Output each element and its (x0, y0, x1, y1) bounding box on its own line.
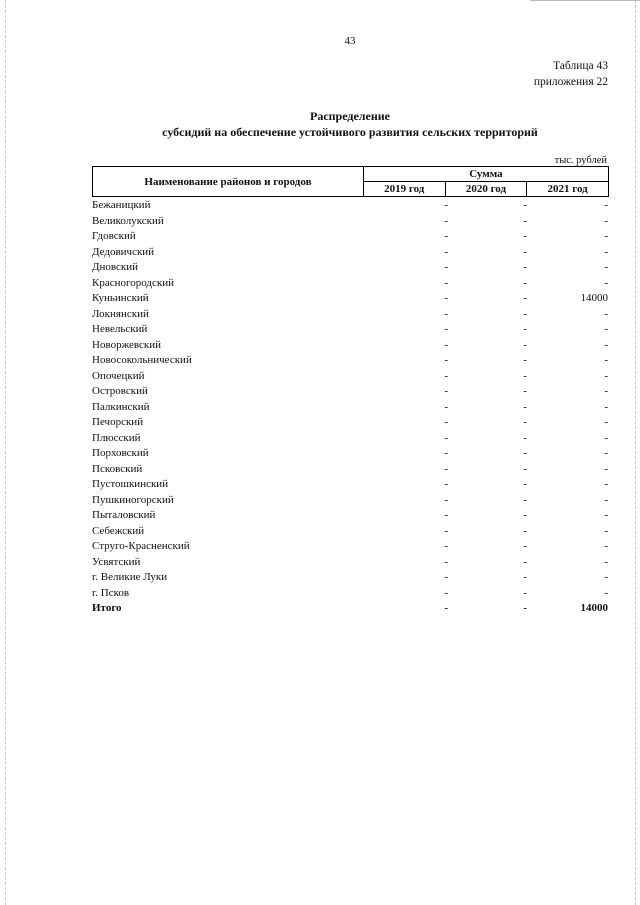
row-name: Струго-Красненский (92, 540, 190, 552)
row-name: Гдовский (92, 230, 136, 242)
value-2021: - (604, 447, 608, 459)
table-row (92, 539, 609, 555)
value-2019: - (444, 400, 448, 413)
total-row (92, 601, 609, 617)
caption-line-2: приложения 22 (533, 76, 608, 88)
header-year-2020: 2020 год (445, 182, 527, 197)
value-2020: - (523, 323, 527, 335)
value-2021: - (604, 385, 608, 397)
row-name: Себежский (92, 524, 145, 537)
table-row (92, 322, 609, 338)
value-2020: - (523, 307, 527, 320)
value-2019: - (444, 478, 448, 490)
row-name: Печорский (92, 416, 144, 428)
value-2019: - (444, 338, 448, 351)
value-2019: - (444, 602, 448, 614)
table-caption (534, 58, 608, 90)
value-2020: - (523, 261, 527, 273)
value-2021: - (604, 369, 608, 382)
row-name: Плюсский (92, 431, 141, 444)
value-2019: - (444, 369, 448, 382)
value-2019: - (444, 540, 448, 552)
value-2021: - (604, 323, 608, 335)
value-2020: - (523, 230, 527, 242)
value-2020: - (523, 478, 527, 490)
value-2020: - (523, 400, 527, 413)
value-2020: - (523, 602, 527, 614)
value-2020: - (523, 571, 527, 583)
table-row (92, 446, 609, 462)
table-row (92, 586, 609, 602)
value-2021: - (604, 462, 608, 475)
value-2020: - (523, 245, 527, 258)
row-name: Пыталовский (92, 509, 156, 521)
value-2020: - (523, 431, 527, 444)
value-2021: - (604, 571, 608, 583)
value-2019: - (444, 261, 448, 273)
value-2020: - (523, 462, 527, 475)
value-2020: - (523, 354, 527, 366)
table-row (92, 353, 609, 369)
value-2020: - (523, 369, 527, 382)
table-header (92, 166, 609, 197)
value-2019: - (444, 323, 448, 335)
scan-top-mark (530, 0, 640, 1)
row-name: Островский (92, 385, 148, 397)
row-name: Опочецкий (92, 369, 145, 382)
value-2020: - (523, 276, 527, 289)
value-2019: - (444, 416, 448, 428)
row-name: Псковский (92, 462, 143, 475)
value-2019: - (444, 431, 448, 444)
table-row (92, 260, 609, 276)
table-row (92, 198, 609, 214)
row-name: г. Великие Луки (92, 571, 168, 583)
value-2020: - (523, 338, 527, 351)
value-2020: - (523, 586, 527, 599)
value-2020: - (523, 447, 527, 459)
value-2021: - (604, 261, 608, 273)
value-2020: - (523, 540, 527, 552)
value-2021: - (604, 338, 608, 351)
table-row (92, 524, 609, 540)
value-2020: - (523, 385, 527, 397)
header-year-2019: 2019 год (363, 182, 445, 197)
value-2021: - (604, 586, 608, 599)
value-2021: - (604, 416, 608, 428)
value-2019: - (444, 385, 448, 397)
header-sum-column: Сумма (363, 167, 608, 182)
value-2019: - (444, 199, 448, 211)
value-2021: - (604, 524, 608, 537)
value-2020: - (523, 555, 527, 568)
row-name: Бежаницкий (92, 199, 151, 211)
value-2021: - (604, 230, 608, 242)
value-2019: - (444, 524, 448, 537)
row-name: Дедовичский (92, 245, 155, 258)
table-row (92, 555, 609, 571)
header-year-2021: 2021 год (527, 182, 609, 197)
value-2021: - (604, 509, 608, 521)
table-row (92, 229, 609, 245)
table-row (92, 276, 609, 292)
table-row (92, 291, 609, 307)
table-row (92, 338, 609, 354)
row-name: Локнянский (92, 307, 149, 320)
value-2019: - (444, 555, 448, 568)
row-name: Пушкиногорский (92, 493, 174, 506)
value-2019: - (444, 245, 448, 258)
row-name: г. Псков (92, 586, 130, 599)
value-2019: - (444, 462, 448, 475)
value-2021: - (604, 431, 608, 444)
table-row (92, 400, 609, 416)
value-2021: - (604, 555, 608, 568)
value-2019: - (444, 276, 448, 289)
table-row (92, 477, 609, 493)
row-name: Итого (92, 602, 122, 614)
value-2019: - (444, 292, 448, 304)
value-2019: - (444, 571, 448, 583)
header-name-column: Наименование районов и городов (93, 167, 364, 197)
value-2019: - (444, 214, 448, 227)
row-name: Порховский (92, 447, 149, 459)
table-row (92, 431, 609, 447)
table-row (92, 415, 609, 431)
value-2020: - (523, 416, 527, 428)
value-2021: - (604, 354, 608, 366)
table-row (92, 214, 609, 230)
value-2021: - (604, 493, 608, 506)
row-name: Новоржевский (92, 338, 162, 351)
value-2021: - (604, 199, 608, 211)
row-name: Пустошкинский (92, 478, 169, 490)
table-row (92, 570, 609, 586)
row-name: Дновский (92, 261, 139, 273)
value-2021: - (604, 478, 608, 490)
value-2019: - (444, 307, 448, 320)
title-line-1: Распределение (309, 109, 391, 123)
value-2020: - (523, 524, 527, 537)
table-row (92, 307, 609, 323)
table-row (92, 508, 609, 524)
value-2019: - (444, 509, 448, 521)
table-row (92, 369, 609, 385)
value-2020: - (523, 199, 527, 211)
table-body (92, 198, 609, 617)
value-2021: - (604, 245, 608, 258)
value-2021: - (604, 400, 608, 413)
value-2021: 14000 (580, 602, 608, 614)
row-name: Усвятский (92, 555, 141, 568)
row-name: Невельский (92, 323, 148, 335)
value-2019: - (444, 586, 448, 599)
value-2021: - (604, 307, 608, 320)
table-row (92, 384, 609, 400)
value-2019: - (444, 493, 448, 506)
row-name: Палкинский (92, 400, 150, 413)
page-number: 43 (344, 35, 356, 47)
row-name: Куньинский (92, 292, 149, 304)
caption-line-1: Таблица 43 (553, 60, 608, 72)
row-name: Великолукский (92, 214, 164, 227)
row-name: Новосокольнический (92, 354, 192, 366)
row-name: Красногородский (92, 276, 175, 289)
units-label: тыс. рублей (554, 155, 607, 166)
value-2020: - (523, 214, 527, 227)
value-2019: - (444, 230, 448, 242)
value-2019: - (444, 447, 448, 459)
value-2020: - (523, 509, 527, 521)
value-2021: 14000 (580, 292, 608, 304)
title-line-2: субсидий на обеспечение устойчивого развития сельских территорий (162, 125, 538, 139)
value-2021: - (604, 214, 608, 227)
value-2021: - (604, 276, 608, 289)
value-2019: - (444, 354, 448, 366)
value-2020: - (523, 292, 527, 304)
table-row (92, 493, 609, 509)
table-row (92, 245, 609, 261)
document-title (0, 108, 640, 140)
value-2021: - (604, 540, 608, 552)
table-row (92, 462, 609, 478)
value-2020: - (523, 493, 527, 506)
